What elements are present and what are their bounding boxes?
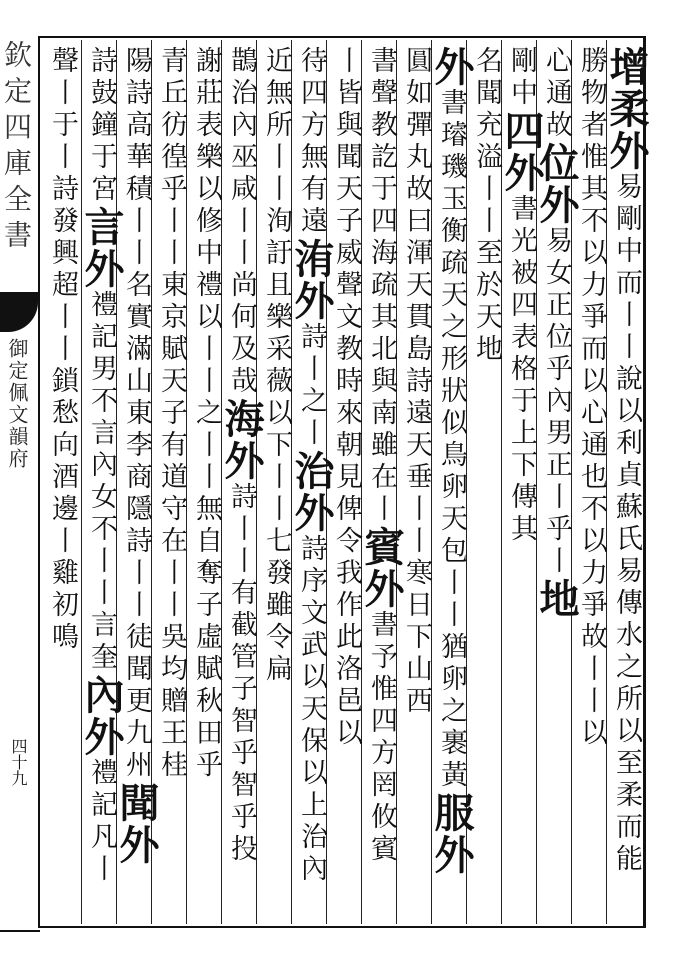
margin-bottom-rule — [0, 930, 40, 932]
text-column — [78, 46, 125, 921]
entry-text: 易女正位乎內男正丨乎丨 — [541, 226, 572, 578]
margin-top-text: 欽定四庫全書 — [0, 40, 33, 256]
text-column — [288, 46, 335, 921]
entry-text: 圓如彈丸故曰渾天貫島詩遠天垂丨丨寒日下山西 — [401, 46, 432, 718]
entry-text: 名聞充溢丨丨至於天地 — [471, 46, 502, 366]
text-column — [218, 46, 265, 921]
entry-text: 心通故 — [541, 46, 572, 142]
entry-text: 采薇以下丨丨七發雖令扁 — [261, 334, 292, 686]
entry-text: 待四方無有遠 — [296, 46, 327, 238]
entry-text: 之丨丨無自奪子虛賦秋田乎 — [191, 398, 222, 782]
entry-heading: 柔外 — [603, 88, 650, 172]
entry-text: 陽詩高華積丨丨名實滿山東李商隱詩丨丨徒聞更九州 — [121, 46, 152, 782]
entry-text: 丨皆與聞天子威聲文教時來朝見 — [331, 46, 362, 494]
text-column — [498, 46, 545, 921]
entry-heading: 洧外 — [288, 238, 335, 322]
entry-text: 近無所丨丨 — [261, 46, 292, 206]
entry-text: 詩序文武以天保以上治內 — [296, 534, 327, 886]
entry-heading: 聞外 — [113, 782, 160, 866]
entry-text: 青丘彷徨乎丨丨東京賦天子有道守在丨丨吳均贈王桂 — [156, 46, 187, 782]
entry-text: 剛中 — [506, 46, 537, 110]
entry-heading: 海外 — [218, 398, 265, 482]
entry-heading: 四外 — [498, 110, 545, 194]
frame-top-rule — [38, 36, 646, 38]
section-header: 增 — [603, 46, 650, 88]
entry-text: 詩丨丨有截管子智乎智乎投 — [226, 482, 257, 866]
frame-left-rule — [38, 36, 40, 928]
text-column — [113, 46, 160, 921]
entry-text: 丨雞初鳴 — [47, 526, 78, 654]
text-column — [256, 46, 296, 921]
text-column — [42, 46, 82, 921]
entry-text: 禮記凡丨 — [86, 758, 117, 886]
folio-number: 四十九 — [9, 738, 28, 786]
entry-text: 鵲治內巫咸丨丨尚何及哉 — [226, 46, 257, 398]
text-column — [428, 46, 475, 921]
entry-heading: 位外 — [533, 142, 580, 226]
text-column — [358, 46, 405, 921]
entry-text: 易剛中而丨丨說以利貞蘇氏易傳水之所以至柔而能 — [611, 172, 642, 876]
entry-text: 詩發興超丨丨鎖愁向酒邊 — [47, 174, 78, 526]
entry-heading: 地 — [533, 578, 580, 620]
entry-text: 書聲教訖于四海疏其北與南雖在丨 — [366, 46, 397, 526]
entry-text: 書予惟四方罔攸賓 — [366, 610, 397, 866]
entry-heading: 治外 — [288, 450, 335, 534]
entry-text: 書光被四表格于上下傳其 — [506, 194, 537, 546]
entry-text: 俾令我作此洛邑以 — [331, 494, 362, 750]
entry-text: 禮記男不言內女不丨丨言奎 — [86, 290, 117, 674]
text-column — [603, 46, 650, 921]
entry-text: 謝莊表樂以修中禮以丨丨 — [191, 46, 222, 398]
text-column — [466, 46, 506, 921]
entry-text: 詩鼓鐘于宮 — [86, 46, 117, 206]
text-column — [396, 46, 436, 921]
book-title: 御定佩文韻府 — [5, 338, 29, 470]
entry-text: 聲丨于丨 — [47, 46, 78, 174]
text-column — [186, 46, 226, 921]
entry-heading: 賓外 — [358, 526, 405, 610]
entry-text: 詩丨之丨 — [296, 322, 327, 450]
entry-heading: 服外 — [428, 792, 475, 876]
entry-heading: 外 — [428, 46, 475, 88]
fishtail-ornament — [0, 292, 38, 332]
frame-bottom-rule — [38, 926, 646, 928]
entry-text: 書璿璣玉衡疏天之形狀似鳥卵天包丨丨猶卵之裹黃 — [436, 88, 467, 792]
entry-text: 勝物者惟其不以力爭而以心通也不以力爭故丨丨以 — [576, 46, 607, 750]
entry-heading: 內外 — [78, 674, 125, 758]
entry-text: 洵訏且樂 — [261, 206, 292, 334]
entry-heading: 言外 — [78, 206, 125, 290]
